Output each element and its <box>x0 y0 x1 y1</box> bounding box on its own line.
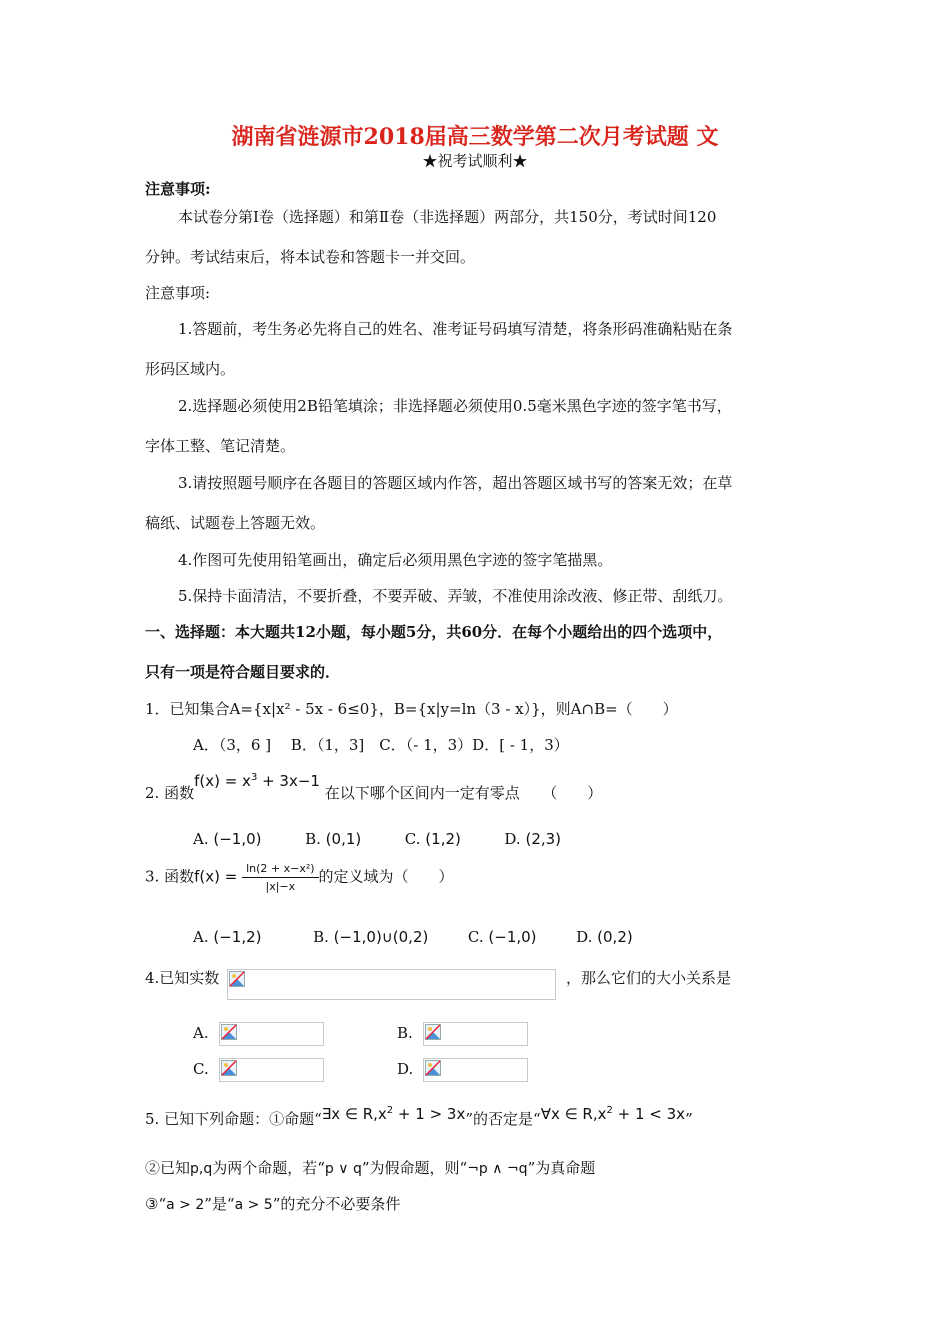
q1-stem: 1．已知集合A={x|x² - 5x - 6≤0}，B={x|y=ln（3 - x）}，则A∩B=（ ） <box>145 700 678 718</box>
notice-intro-line1: 本试卷分第Ⅰ卷（选择题）和第Ⅱ卷（非选择题）两部分，共150分，考试时间120 <box>178 208 717 226</box>
q5-mid: ”的否定是“ <box>465 1110 541 1128</box>
q2-function <box>194 772 320 790</box>
q2-func-b: + 3x−1 <box>257 772 320 790</box>
q5-line3 <box>145 1193 400 1214</box>
q3-opt-a: (−1,2) <box>213 928 262 946</box>
q3-suffix: 的定义域为（ ） <box>318 867 454 886</box>
q2-opt-d: (2,3) <box>525 830 562 848</box>
q5-line1 <box>145 1105 693 1129</box>
broken-image-icon <box>425 1060 441 1076</box>
notice-item2-line2: 字体工整、笔记清楚。 <box>145 437 296 455</box>
q3-func-lhs: f(x) = <box>194 867 238 886</box>
q3-numerator: ln(2 + x−x²) <box>242 862 318 878</box>
notice-item1-line2: 形码区域内。 <box>145 360 236 378</box>
page-title: 湖南省涟源市2018届高三数学第二次月考试题 文 <box>231 124 719 150</box>
broken-image-icon <box>229 971 245 987</box>
q2-opt-a: (−1,0) <box>213 830 262 848</box>
notice-intro-line2: 分钟。考试结束后，将本试卷和答题卡一并交回。 <box>145 248 476 266</box>
section1-line1: 一、选择题：本大题共12小题，每小题5分，共60分．在每个小题给出的四个选项中， <box>145 623 723 641</box>
notice-item5: 5.保持卡面清洁，不要折叠，不要弄破、弄皱，不准使用涂改液、修正带、刮纸刀。 <box>178 587 733 605</box>
q3-prefix: 3. 函数 <box>145 867 195 886</box>
q5-line2 <box>145 1157 595 1178</box>
q5-prop2-b: + 1 < 3x <box>612 1105 686 1123</box>
q4-opt-d-image <box>423 1058 528 1082</box>
q2-opt-b-label: B. <box>305 830 321 848</box>
q5-prop1 <box>322 1105 466 1123</box>
q1-options: A．（3，6 ] B．（1，3] C．（- 1，3）D．[ - 1，3） <box>193 736 569 754</box>
q5-line2-pq: p,q <box>190 1161 213 1177</box>
notice-heading2: 注意事项: <box>145 284 211 302</box>
q3-opt-b-label: B. <box>313 928 329 946</box>
q5-line3-c: ”的充分不必要条件 <box>272 1195 401 1213</box>
q3-stem <box>145 862 454 893</box>
q5-line2-c: ”为假命题，则“ <box>361 1159 468 1177</box>
q3-opt-c-label: C. <box>467 928 484 946</box>
q4-opt-b-label: B. <box>397 1024 413 1042</box>
q2-func-exp: 3 <box>250 772 258 783</box>
q2-func-a: f(x) = x <box>194 772 251 790</box>
page-subtitle: ★祝考试顺利★ <box>422 152 528 170</box>
q5-line2-and: ¬p ∧ ¬q <box>467 1161 528 1177</box>
q2-opt-b: (0,1) <box>325 830 362 848</box>
q2-options <box>193 830 561 848</box>
q5-prefix: 5. 已知下列命题：①命题“ <box>145 1110 322 1128</box>
q5-line3-b: ”是“ <box>204 1195 235 1213</box>
q3-opt-c: (−1,0) <box>488 928 537 946</box>
q2-opt-d-label: D. <box>504 830 521 848</box>
q4-opt-a-image <box>219 1022 324 1046</box>
q3-fraction <box>242 862 318 893</box>
q4-prefix: 4.已知实数 <box>145 969 220 987</box>
q4-opt-c-image <box>219 1058 324 1082</box>
q3-opt-d: (0,2) <box>597 928 633 946</box>
q5-line2-d: ”为真命题 <box>527 1159 596 1177</box>
q5-line3-m1: a > 2 <box>166 1197 205 1213</box>
q2-opt-c-label: C. <box>404 830 421 848</box>
notice-item1-line1: 1.答题前，考生务必先将自己的姓名、准考证号码填写清楚，将条形码准确粘贴在条 <box>178 320 733 338</box>
q4-opt-d-label: D. <box>397 1060 414 1078</box>
notice-item2-line1: 2.选择题必须使用2B铅笔填涂；非选择题必须使用0.5毫米黑色字迹的签字笔书写， <box>178 397 732 415</box>
q4-opt-a-label: A. <box>193 1024 209 1042</box>
q4-opt-c-label: C. <box>193 1060 209 1078</box>
q5-line2-or: p ∨ q <box>324 1161 362 1177</box>
q5-line2-a: ②已知 <box>145 1159 191 1177</box>
q2-stem <box>145 772 603 803</box>
broken-image-icon <box>221 1060 237 1076</box>
broken-image-icon <box>425 1024 441 1040</box>
q5-prop1-exp: 2 <box>386 1105 394 1116</box>
q3-opt-b: (−1,0)∪(0,2) <box>333 928 429 946</box>
q3-options <box>193 928 633 946</box>
q4-opt-b-image <box>423 1022 528 1046</box>
q4-stem-image <box>227 969 556 1000</box>
broken-image-icon <box>221 1024 237 1040</box>
q2-opt-a-label: A. <box>193 830 209 848</box>
q5-line2-b: 为两个命题，若“ <box>212 1159 325 1177</box>
q2-opt-c: (1,2) <box>425 830 461 848</box>
q5-prop2 <box>541 1105 685 1123</box>
q3-opt-d-label: D. <box>576 928 593 946</box>
q5-line3-m2: a > 5 <box>234 1197 273 1213</box>
q3-opt-a-label: A. <box>193 928 209 946</box>
notice-item3-line1: 3.请按照题号顺序在各题目的答题区域内作答，超出答题区域书写的答案无效；在草 <box>178 474 733 492</box>
q5-line3-a: ③“ <box>145 1195 167 1213</box>
q5-prop2-exp: 2 <box>606 1105 613 1116</box>
notice-item4: 4.作图可先使用铅笔画出，确定后必须用黑色字迹的签字笔描黑。 <box>178 551 613 569</box>
q2-suffix: 在以下哪个区间内一定有零点 （ ） <box>324 784 603 802</box>
section1-line2: 只有一项是符合题目要求的． <box>145 663 341 681</box>
q3-denominator: |x|−x <box>265 880 296 893</box>
q4-suffix: ，那么它们的大小关系是 <box>566 969 732 987</box>
q5-end: ” <box>685 1110 693 1128</box>
notice-item3-line2: 稿纸、试题卷上答题无效。 <box>145 514 326 532</box>
q5-prop1-b: + 1 > 3x <box>393 1105 466 1123</box>
q2-prefix: 2. 函数 <box>145 784 195 802</box>
q5-prop1-a: ∃x ∈ R,x <box>321 1105 387 1123</box>
q5-prop2-a: ∀x ∈ R,x <box>540 1105 607 1123</box>
notice-heading: 注意事项: <box>145 180 211 198</box>
